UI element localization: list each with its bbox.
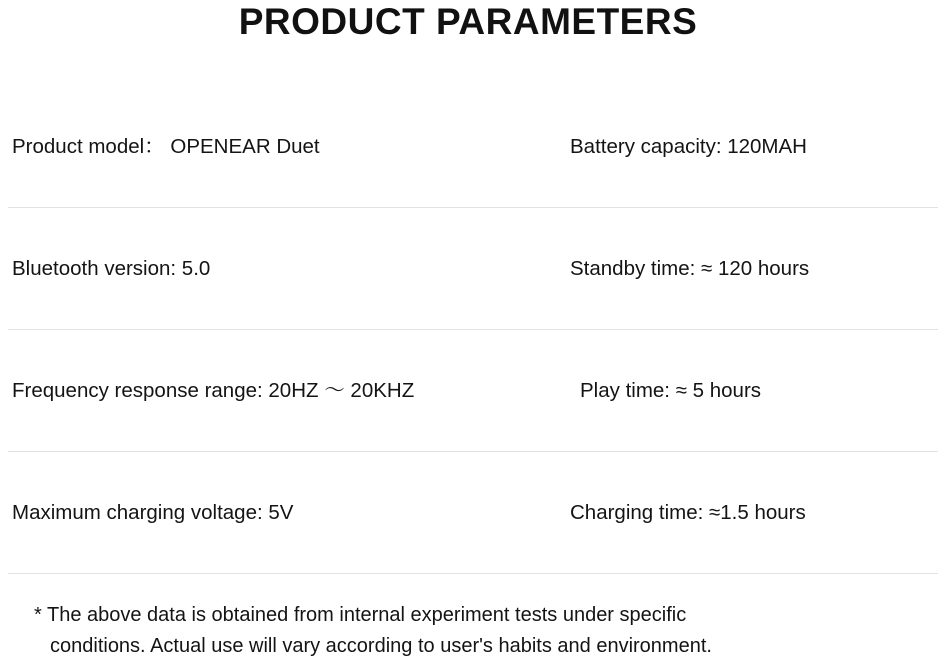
spec-bluetooth-version: Bluetooth version: 5.0 (12, 256, 211, 280)
table-row (8, 208, 938, 330)
table-row (8, 86, 938, 208)
footnote (0, 600, 946, 662)
spec-product-model: Product model： OPENEAR Duet (12, 134, 320, 158)
spec-standby-time: Standby time: ≈ 120 hours (570, 256, 810, 280)
spec-frequency-response-range: Frequency response range: 20HZ ～ 20KHZ (12, 378, 415, 402)
table-row (8, 330, 938, 452)
page-title: PRODUCT PARAMETERS (238, 1, 698, 42)
footnote-line-1: * The above data is obtained from internal experiment tests under specific (34, 604, 687, 626)
spec-battery-capacity: Battery capacity: 120MAH (570, 134, 807, 158)
spec-play-time: Play time: ≈ 5 hours (580, 378, 762, 402)
spec-maximum-charging-voltage: Maximum charging voltage: 5V (12, 500, 294, 524)
spec-charging-time: Charging time: ≈1.5 hours (570, 500, 806, 524)
footnote-line-2: conditions. Actual use will vary according to user's habits and environment. (50, 635, 712, 657)
specification-table (0, 86, 946, 574)
table-row (8, 452, 938, 574)
